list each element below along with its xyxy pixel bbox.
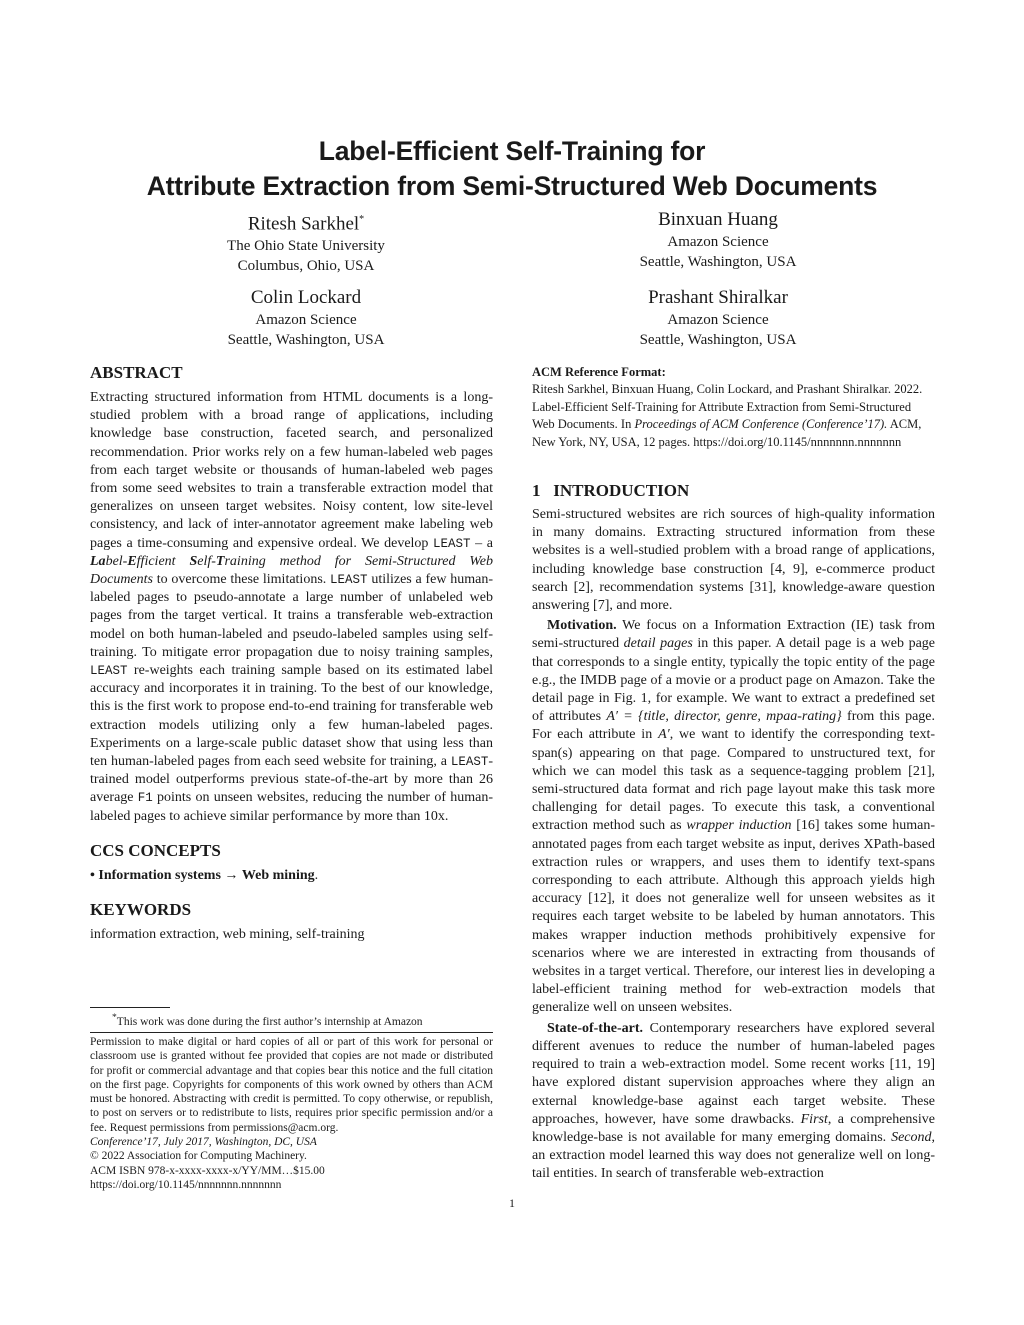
- acronym-letter: E: [127, 553, 137, 569]
- abstract-part: elf-: [197, 553, 216, 569]
- page-number: 1: [509, 1196, 515, 1210]
- least-name: LEAST: [433, 536, 471, 551]
- author-block-1: [86, 208, 526, 276]
- intro-part: , we want to identify the corresponding text-span(s) appearing on that page. Compared to unstructured text, for which we can model this task as a sequence-tagging problem [21], semi-structured data format and rich page layout make this task more challenging for detail pages. To execute this task, a conventional extraction method such as: [532, 727, 935, 834]
- paragraph-label: State-of-the-art.: [547, 1020, 644, 1036]
- ccs-item: Web mining: [241, 867, 315, 883]
- ccs-concepts: [90, 867, 493, 885]
- intro-italic: Second: [891, 1129, 932, 1145]
- left-column: [90, 362, 493, 944]
- acronym-letter: La: [90, 553, 106, 569]
- isbn: ACM ISBN 978-x-xxxx-xxxx-x/YY/MM…$15.00: [90, 1164, 325, 1177]
- doi: https://doi.org/10.1145/nnnnnnn.nnnnnnn: [90, 1178, 282, 1191]
- least-name: LEAST: [330, 573, 368, 588]
- intro-part: , an extraction model learned this way does not generalize well on long-tail entities. In search of transferable web-extraction: [532, 1129, 935, 1182]
- author-name: [86, 208, 526, 236]
- title-line-1: Label-Efficient Self-Training for: [318, 136, 706, 166]
- paragraph-label: Motivation.: [547, 618, 617, 634]
- intro-part: , a comprehensive knowledge-base is not available for many emerging domains.: [532, 1111, 935, 1145]
- f1-metric: F1: [137, 791, 153, 806]
- attribute-set: A′ = {title, director, genre, mpaa-rating}: [606, 709, 842, 725]
- intro-heading: 1 INTRODUCTION: [532, 481, 690, 500]
- ccs-heading: CCS CONCEPTS: [90, 840, 221, 860]
- keywords-text: information extraction, web mining, self-training: [90, 927, 365, 943]
- arrow-icon: →: [224, 867, 239, 883]
- abstract-part: fficient: [136, 553, 190, 569]
- intro-part: [16] takes some human-annotated pages from each target website as input, derives XPath-based extraction rules or wrappers, and uses them to identify text-spans corresponding to each attribute. Although this approach yields high accuracy [12], it does not generalize well for unseen websites as it requires each target website to be labeled by human annotators. This makes wrapper induction methods prohibitively expensive for scenarios where we are interested in extracting from thousands of websites in a target vertical. Therefore, our interest lies in developing a label-efficient training method for web-extraction models that generalize well on unseen websites.: [532, 818, 935, 1016]
- least-name: LEAST: [450, 755, 489, 770]
- author-name-text: Ritesh Sarkhel: [247, 213, 360, 235]
- acm-ref-part: Ritesh Sarkhel, Binxuan Huang, Colin Lockard, and Prashant Shiralkar. 2022. Label-Efficient Self-Training for Attribute Extraction from Semi-Structured Web Documents. In: [532, 382, 923, 431]
- footnote: [90, 1010, 493, 1030]
- abstract-part: utilizes a few human-labeled pages to pseudo-annotate a large number of unlabeled web pages from the target vertical. It trains a transferable web-extraction model on both human-labeled and pseudo-labeled samples using self-training. To mitigate error propagation due to noisy training samples,: [90, 572, 493, 660]
- intro-part: from this page. For each attribute in: [532, 709, 936, 743]
- least-name: LEAST: [90, 664, 128, 679]
- acm-ref-part: ACM, New York, NY, USA, 12 pages. https://doi.org/10.1145/nnnnnnn.nnnnnnn: [532, 417, 922, 449]
- ccs-end: .: [314, 867, 319, 883]
- acronym-letter: T: [215, 553, 225, 569]
- bullet: •: [90, 867, 95, 883]
- abstract-part: Extracting structured information from HTML documents is a long-studied problem with a broad range of applications, including knowledge base construction, faceted search, and personalized recommendation. Prior works rely on a few human-labeled web pages from each target website or thousands of human-labeled web pages from some seed websites to train a transferable extraction model that generalizes on unseen target websites. Noisy content, low site-level consistency, and lack of inter-annotator agreement make labeling web pages a time-consuming and expensive ordeal. We develop: [90, 390, 493, 551]
- author-name: Colin Lockard: [250, 287, 362, 308]
- permission-rule: [90, 1032, 493, 1033]
- ccs-item: Information systems: [98, 867, 221, 883]
- permission-block: [90, 1035, 493, 1192]
- intro-paragraph-1: Semi-structured websites are rich sources of high-quality information in many domains. Extracting structured information from these websites is a well-studied problem with a broad range of applications, including knowledge base construction [4, 9], e-commerce product search [2], recommendation systems [31], knowledge-aware question answering [7], and more.: [532, 507, 935, 614]
- attribute-symbol: A′: [658, 727, 670, 743]
- intro-italic: wrapper induction: [686, 818, 792, 834]
- author-location: Seattle, Washington, USA: [639, 332, 797, 348]
- title-line-2: Attribute Extraction from Semi-Structured Web Documents: [146, 171, 878, 201]
- intro-part: Contemporary researchers have explored several different avenues to reduce the number of human-labeled pages required to train a web-extraction model. Some recent works [11, 19] have explored distant supervision approaches where they align an external knowledge-base against each target website. These approaches, however, have some drawbacks.: [532, 1020, 935, 1127]
- acm-ref-italic: Proceedings of ACM Conference (Conference’17).: [634, 417, 888, 431]
- abstract-part: bel-: [105, 553, 128, 569]
- intro-part: We focus on a Information Extraction (IE) task from semi-structured: [532, 618, 935, 652]
- author-affiliation: The Ohio State University: [227, 238, 385, 255]
- conference-text: Conference’17, July 2017, Washington, DC, USA: [90, 1136, 317, 1149]
- sota-paragraph: [532, 1020, 935, 1184]
- intro-italic: First: [800, 1111, 828, 1127]
- author-affiliation: Amazon Science: [255, 312, 357, 328]
- intro-part: in this paper. A detail page is a web page that corresponds to a single entity, typically the topic entity of the page e.g., the IMDB page of a movie or a product page on Amazon. Take the detail page in Fig. 1, for example. We want to extract a predefined set of attributes: [532, 636, 935, 725]
- footnote-rule: [90, 1007, 170, 1008]
- abstract-part: to overcome these limitations.: [153, 572, 331, 588]
- abstract-text: [90, 389, 493, 826]
- right-column: [532, 364, 935, 1184]
- paper-title: [0, 134, 1024, 204]
- author-location: Seattle, Washington, USA: [639, 254, 797, 270]
- motivation-paragraph: [532, 617, 935, 1017]
- abstract-part: re-weights each training sample based on its estimated label accuracy and incorporates it in training. To the best of our knowledge, this is the first work to propose end-to-end training for transferable web extraction models utilizing only a few human-labeled pages. Experiments on a large-scale public dataset show that using less than ten human-labeled pages from each seed website for training, a: [90, 663, 493, 770]
- keywords-heading: KEYWORDS: [90, 900, 192, 920]
- author-name: Binxuan Huang: [658, 209, 778, 230]
- author-affiliation: Amazon Science: [667, 234, 769, 250]
- abstract-part: -trained model outperforms previous state-of-the-art by more than 26 average: [90, 754, 493, 806]
- acm-ref-text: [532, 381, 935, 451]
- author-location: Seattle, Washington, USA: [227, 332, 385, 348]
- abstract-part: – a: [470, 535, 494, 551]
- author-location: Columbus, Ohio, USA: [237, 258, 375, 275]
- acronym-letter: S: [189, 553, 198, 569]
- footnote-mark: *: [112, 1012, 117, 1023]
- permission-text: Permission to make digital or hard copies of all or part of this work for personal or classroom use is granted without fee provided that copies are not made or distributed for profit or commercial advantage and that copies bear this notice and the full citation on the first page. Copyrights for components of this work owned by others than ACM must be honored. Abstracting with credit is permitted. To copy otherwise, or republish, to post on servers or to redistribute to lists, requires prior specific permission and/or a fee. Request permissions from permissions@acm.org.: [90, 1036, 493, 1134]
- author-footnote-mark: *: [359, 214, 365, 225]
- abstract-part: points on unseen websites, reducing the number of human-labeled pages to achieve similar performance by more than 10x.: [90, 790, 493, 824]
- footnote-text: This work was done during the first author’s internship at Amazon: [116, 1015, 423, 1028]
- author-block-3: [86, 286, 526, 350]
- author-block-2: [498, 208, 938, 272]
- author-affiliation: Amazon Science: [667, 312, 769, 328]
- abstract-part: raining method for Semi-Structured Web Documents: [90, 553, 493, 588]
- abstract-heading: ABSTRACT: [90, 363, 183, 382]
- author-block-4: [498, 286, 938, 350]
- conference-info: [90, 1135, 493, 1149]
- copyright: © 2022 Association for Computing Machinery.: [90, 1150, 307, 1163]
- intro-italic: detail pages: [623, 636, 693, 652]
- author-name: Prashant Shiralkar: [648, 287, 788, 308]
- acm-ref-heading: ACM Reference Format:: [532, 365, 666, 379]
